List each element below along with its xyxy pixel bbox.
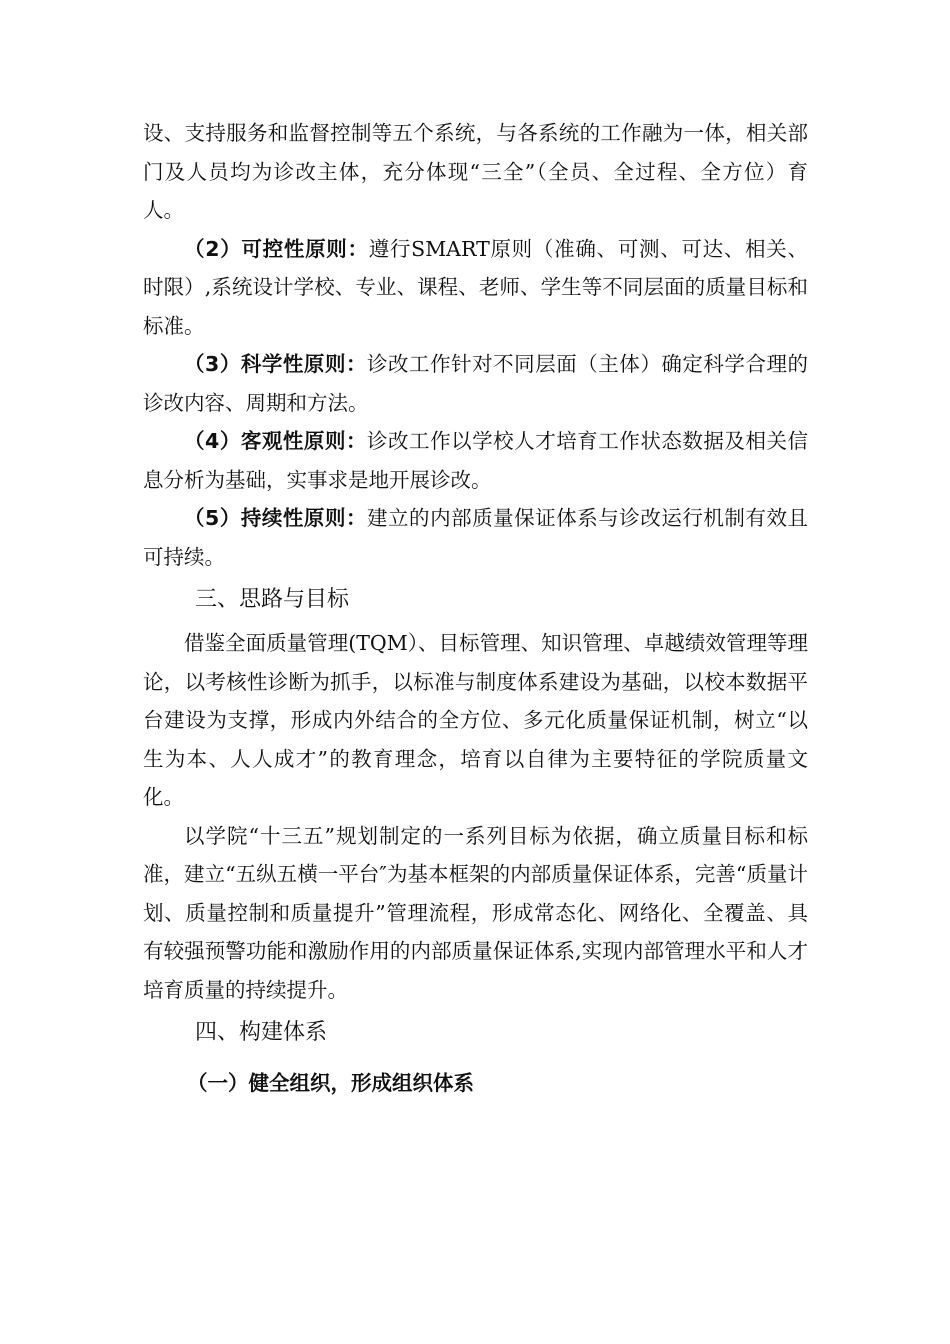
subsection-heading-organization: （一）健全组织，形成组织体系 bbox=[187, 1071, 474, 1095]
principle-lead: （3）科学性原则： bbox=[184, 352, 367, 376]
section-heading-build-system: 四、构建体系 bbox=[195, 1020, 328, 1045]
principle-lead: （2）可控性原则： bbox=[184, 236, 369, 261]
principle-lead: （5）持续性原则： bbox=[184, 506, 367, 530]
paragraph-sustainability-principle bbox=[143, 499, 808, 576]
paragraph-controllability-principle bbox=[143, 230, 808, 346]
principle-text: 诊改工作以学校人才培育工作状态数据及相关信息分析为基础，实事求是地开展诊改。 bbox=[143, 429, 809, 492]
principle-text: 建立的内部质量保证体系与诊改运行机制有效且可持续。 bbox=[143, 506, 809, 569]
paragraph-goals: 以学院“十三五”规划制定的一系列目标为依据，确立质量目标和标准，建立“五纵五横一平台″为基本框架的内部质量保证体系，完善“质量计划、质量控制和质量提升”管理流程，形成常态化、网络化、全覆盖、具有较强预警功能和激励作用的内部质量保证体系,实现内部管理水平和人才培育质量的持续提升。 bbox=[143, 823, 808, 1002]
paragraph-scientific-principle bbox=[143, 345, 808, 422]
section-heading-ideas-goals: 三、思路与目标 bbox=[195, 587, 350, 612]
paragraph-ideas: 借鉴全面质量管理(TQM）、目标管理、知识管理、卓越绩效管理等理论，以考核性诊断为抓手，以标准与制度体系建设为基础，以校本数据平台建设为支撑，形成内外结合的全方位、多元化质量保证机制，树立“以生为本、人人成才”的教育理念，培育以自律为主要特征的学院质量文化。 bbox=[143, 631, 808, 809]
principle-lead: （4）客观性原则： bbox=[184, 429, 367, 453]
principle-text: 遵行SMART原则（准确、可测、可达、相关、时限）,系统设计学校、专业、课程、老师、学生等不同层面的质量目标和标准。 bbox=[143, 236, 808, 338]
document-page bbox=[143, 114, 808, 1105]
paragraph-objectivity-principle bbox=[143, 422, 808, 499]
paragraph-system-continuation: 设、支持服务和监督控制等五个系统，与各系统的工作融为一体，相关部门及人员均为诊改主体，充分体现“三全”（全员、全过程、全方位）育人。 bbox=[143, 121, 808, 222]
principle-text: 诊改工作针对不同层面（主体）确定科学合理的诊改内容、周期和方法。 bbox=[143, 352, 809, 415]
